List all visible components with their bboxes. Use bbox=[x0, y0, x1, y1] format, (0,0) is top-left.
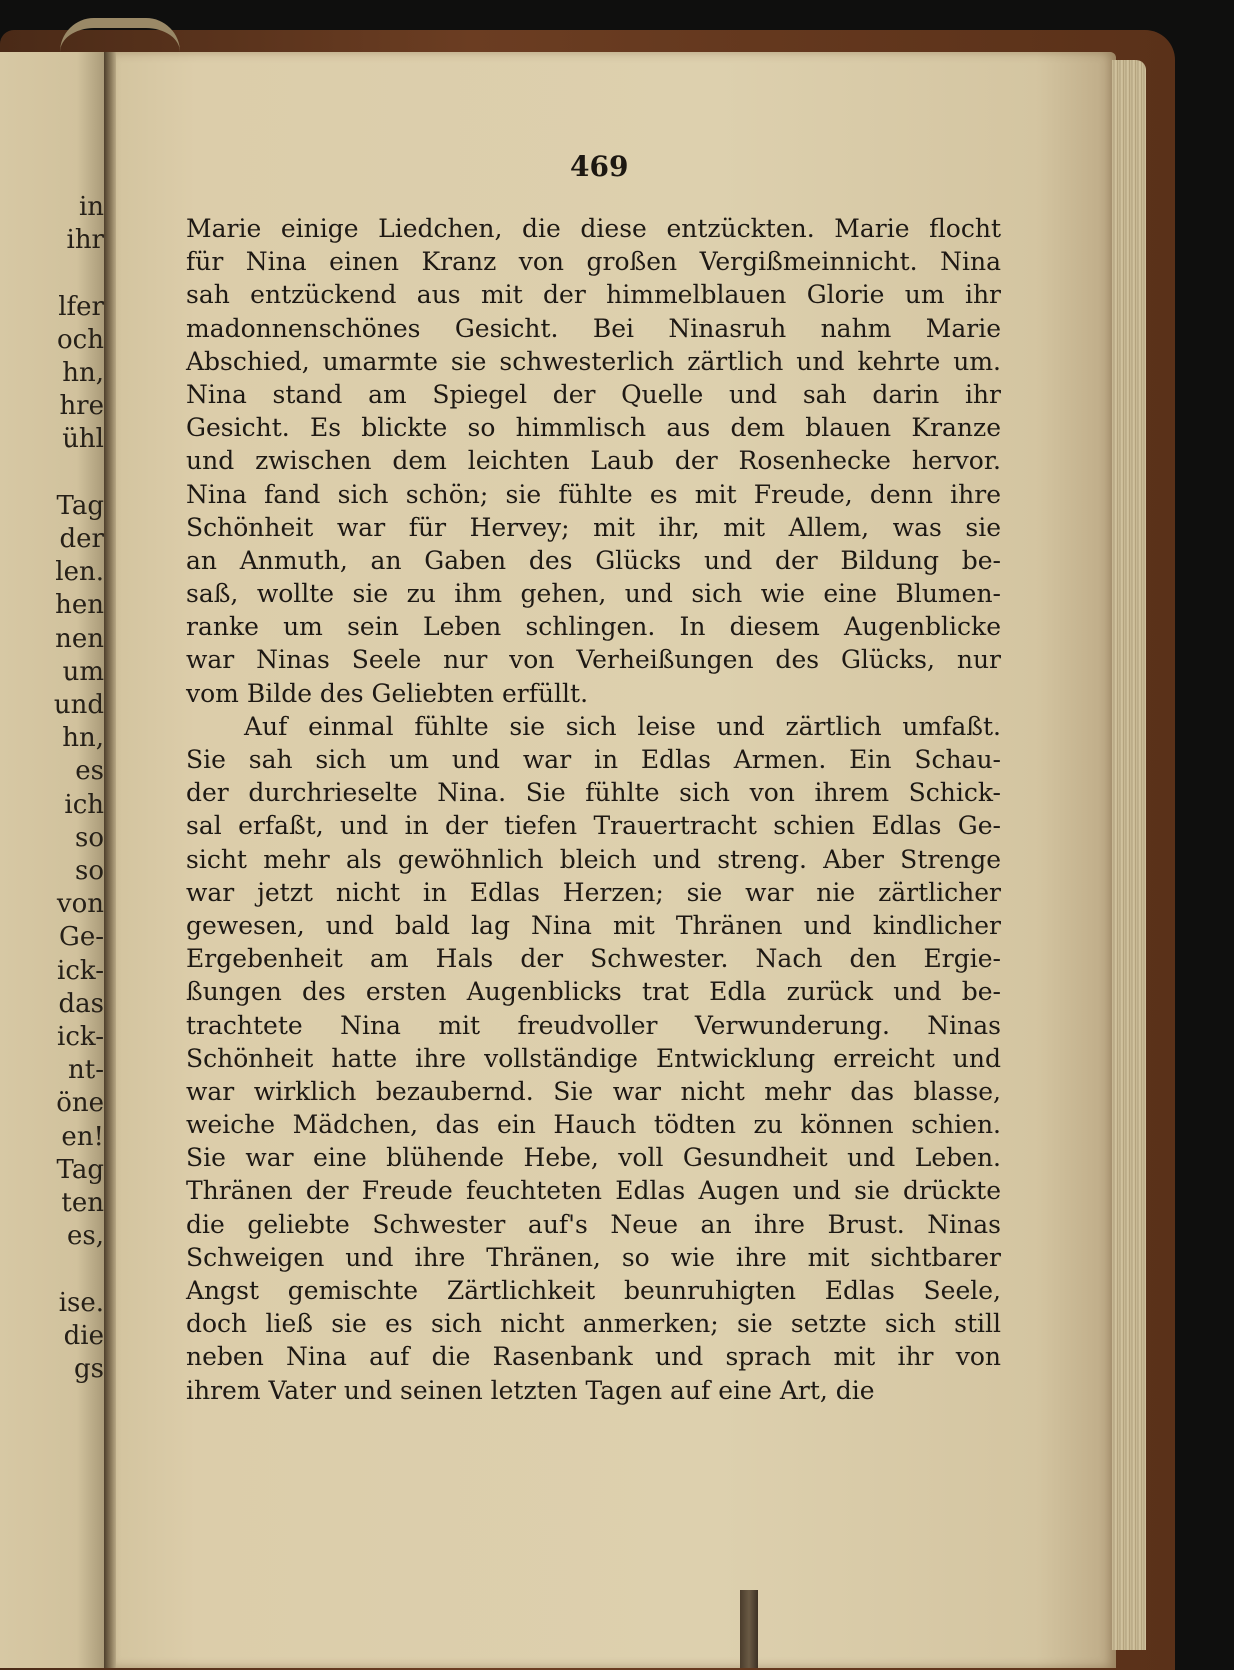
left-page-fragment: so bbox=[75, 856, 104, 886]
left-page-fragment: der bbox=[59, 524, 104, 554]
text-line: gewesen, und bald lag Nina mit Thränen und kindlicher bbox=[186, 910, 1001, 940]
left-page-fragment: ick- bbox=[57, 955, 104, 986]
text-line: saß, wollte sie zu ihm gehen, und sich wie eine Blumen- bbox=[186, 579, 1001, 609]
left-page-fragment: hn, bbox=[62, 358, 104, 388]
text-line: sicht mehr als gewöhnlich bleich und streng. Aber Strenge bbox=[186, 844, 1001, 874]
bookmark-ribbon bbox=[60, 18, 180, 52]
left-page-fragment: die bbox=[63, 1320, 104, 1351]
text-line: die geliebte Schwester auf's Neue an ihre Brust. Ninas bbox=[186, 1209, 1001, 1239]
left-page-fragment: öne bbox=[56, 1088, 104, 1119]
text-line: Schweigen und ihre Thränen, so wie ihre mit sichtbarer bbox=[186, 1242, 1001, 1272]
text-line: neben Nina auf die Rasenbank und sprach mit ihr von bbox=[186, 1342, 1001, 1372]
text-line: war wirklich bezaubernd. Sie war nicht mehr das blasse, bbox=[186, 1076, 1001, 1106]
text-line: Thränen der Freude feuchteten Edlas Augen und sie drückte bbox=[186, 1176, 1001, 1206]
text-line: Auf einmal fühlte sie sich leise und zärtlich umfaßt. bbox=[244, 711, 1001, 741]
left-page-fragment: Ge- bbox=[59, 922, 104, 953]
text-line: an Anmuth, an Gaben des Glücks und der Bildung be- bbox=[186, 545, 1001, 575]
text-line: Nina stand am Spiegel der Quelle und sah darin ihr bbox=[186, 379, 1001, 409]
page-edges bbox=[1112, 60, 1146, 1650]
text-line: für Nina einen Kranz von großen Vergißmeinnicht. Nina bbox=[186, 247, 1001, 277]
text-line: Abschied, umarmte sie schwesterlich zärtlich und kehrte um. bbox=[186, 346, 1001, 376]
left-page-fragment: hre bbox=[59, 391, 104, 422]
left-page-fragment: ise. bbox=[58, 1287, 104, 1318]
left-page-fragment: ihr bbox=[66, 225, 104, 256]
left-page-fragment: ick- bbox=[57, 1022, 104, 1052]
text-line: Schönheit hatte ihre vollständige Entwicklung erreicht und bbox=[186, 1043, 1001, 1073]
text-line: ihrem Vater und seinen letzten Tagen auf eine Art, die bbox=[186, 1375, 875, 1405]
left-page-fragment: nt- bbox=[68, 1055, 104, 1086]
left-page-fragment: gs bbox=[74, 1354, 104, 1384]
left-page-fragment: Tag bbox=[56, 1154, 104, 1185]
left-page-fragment: ten bbox=[61, 1188, 104, 1218]
left-page-fragment: so bbox=[75, 822, 104, 853]
text-line: Sie war eine blühende Hebe, voll Gesundheit und Leben. bbox=[186, 1143, 1001, 1173]
text-line: Ergebenheit am Hals der Schwester. Nach den Ergie- bbox=[186, 944, 1001, 974]
left-page-fragment: das bbox=[58, 988, 104, 1019]
text-line: doch ließ sie es sich nicht anmerken; sie setzte sich still bbox=[186, 1309, 1001, 1339]
text-line: Gesicht. Es blickte so himmlisch aus dem blauen Kranze bbox=[186, 413, 1001, 443]
page-number: 469 bbox=[570, 150, 629, 183]
left-page-fragment: Tag bbox=[56, 490, 104, 521]
left-page-edge bbox=[0, 52, 110, 1668]
left-page-fragment: es bbox=[75, 756, 104, 787]
left-page-fragment: in bbox=[78, 192, 104, 222]
text-line: Marie einige Liedchen, die diese entzückten. Marie flocht bbox=[186, 214, 1001, 243]
text-line: trachtete Nina mit freudvoller Verwunderung. Ninas bbox=[186, 1010, 1001, 1040]
left-page-fragment: len. bbox=[55, 557, 104, 588]
left-page-fragment: hen bbox=[55, 590, 104, 621]
bookmark-tail bbox=[740, 1590, 758, 1668]
text-line: Angst gemischte Zärtlichkeit beunruhigten Edlas Seele, bbox=[186, 1276, 1001, 1305]
left-page-fragment: ühl bbox=[62, 424, 104, 455]
left-page-fragment: es, bbox=[67, 1221, 104, 1252]
text-line: war jetzt nicht in Edlas Herzen; sie war nie zärtlicher bbox=[186, 877, 1001, 907]
text-line: weiche Mädchen, das ein Hauch tödten zu können schien. bbox=[186, 1110, 1001, 1140]
text-line: madonnenschönes Gesicht. Bei Ninasruh nahm Marie bbox=[186, 313, 1001, 343]
text-line: Sie sah sich um und war in Edlas Armen. Ein Schau- bbox=[186, 745, 1001, 774]
left-page-fragment: hn, bbox=[62, 723, 104, 754]
text-line: sah entzückend aus mit der himmelblauen Glorie um ihr bbox=[186, 280, 1001, 310]
left-page-fragment: um bbox=[62, 656, 104, 687]
text-line: Schönheit war für Hervey; mit ihr, mit Allem, was sie bbox=[186, 512, 1001, 542]
text-line: ranke um sein Leben schlingen. In diesem Augenblicke bbox=[186, 612, 1001, 642]
text-line: sal erfaßt, und in der tiefen Trauertracht schien Edlas Ge- bbox=[186, 811, 1001, 841]
left-page-fragment: von bbox=[56, 889, 104, 920]
left-page-fragment: ich bbox=[64, 789, 104, 820]
text-line: und zwischen dem leichten Laub der Rosenhecke hervor. bbox=[186, 446, 1001, 476]
left-page-fragment: och bbox=[57, 324, 104, 355]
text-line: war Ninas Seele nur von Verheißungen des Glücks, nur bbox=[186, 645, 1001, 675]
body-text bbox=[186, 212, 1001, 1407]
text-line: der durchrieselte Nina. Sie fühlte sich von ihrem Schick- bbox=[186, 778, 1001, 808]
text-line: ßungen des ersten Augenblicks trat Edla zurück und be- bbox=[186, 977, 1001, 1007]
left-page-fragment: nen bbox=[55, 623, 104, 654]
left-page-fragment: en! bbox=[61, 1121, 104, 1152]
left-page-fragment: und bbox=[53, 690, 104, 720]
text-line: Nina fand sich schön; sie fühlte es mit Freude, denn ihre bbox=[186, 479, 1001, 509]
text-line: vom Bilde des Geliebten erfüllt. bbox=[186, 678, 589, 708]
left-page-fragment: lfer bbox=[58, 291, 104, 322]
